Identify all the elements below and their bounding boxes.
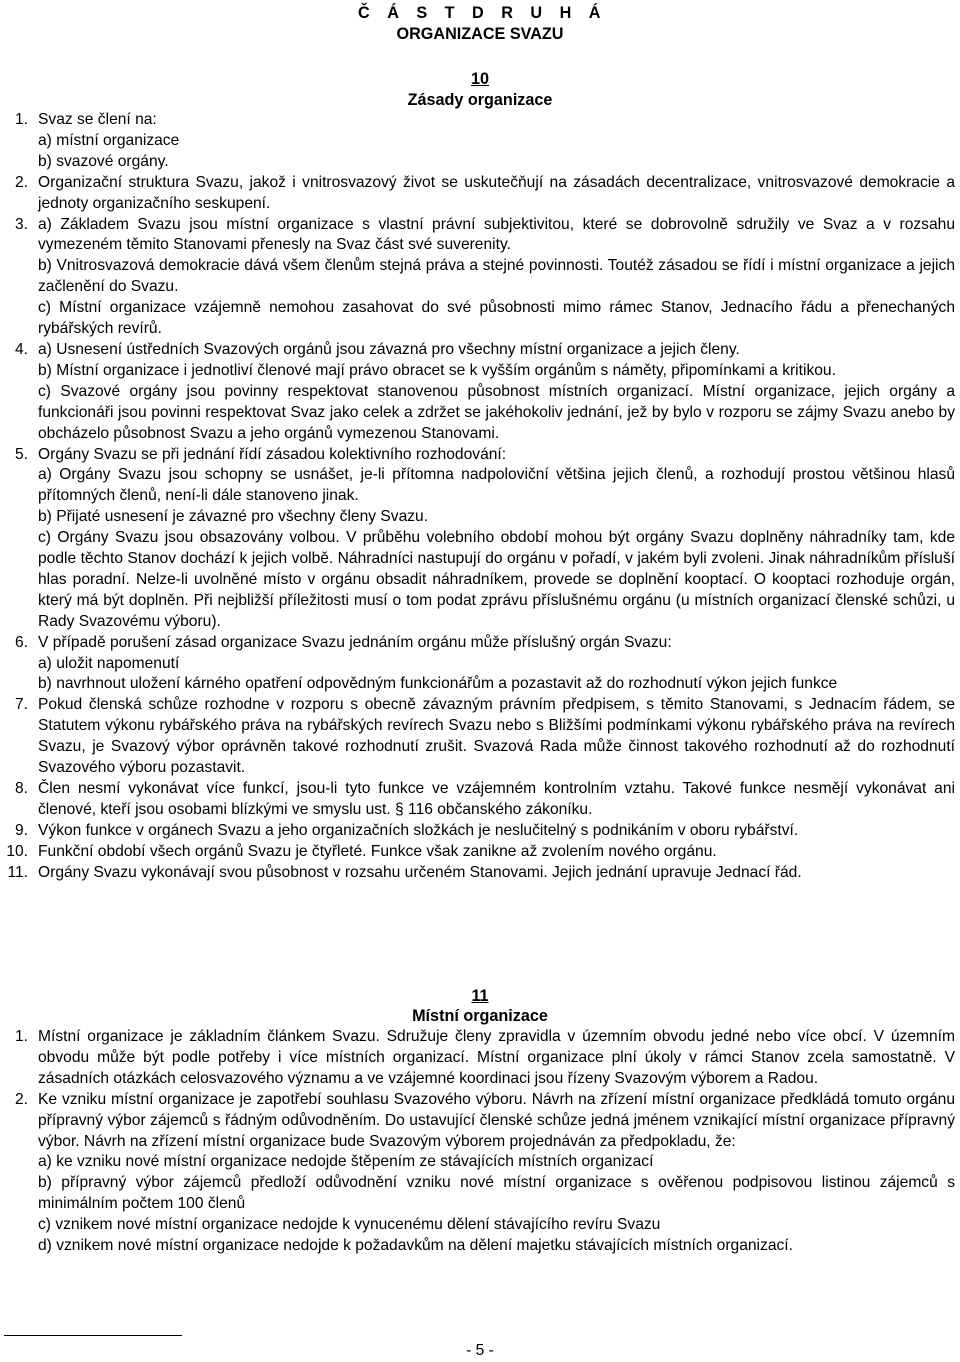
item-paragraph: Svaz se člení na: (38, 111, 157, 128)
item-text (38, 779, 955, 821)
item-number: 8. (14, 780, 28, 797)
item-paragraph: Místní organizace je základním článkem Svazu. Sdružuje členy zpravidla v územním obvodu jedné nebo více obcí. V územním obvodu může být podle potřeby i více místních organizací. Místní organizace plní úkoly v rámci Stanov zcela samostatně. V zásadních otázkách celosvazového významu a ve vzájemné koordinaci jsou řízeny Svazovým výborem a Radou. (38, 1028, 955, 1087)
list-item (0, 695, 955, 779)
item-number: 11. (7, 863, 28, 881)
item-number: 3. (14, 215, 28, 233)
item-paragraph: c) Místní organizace vzájemně nemohou zasahovat do své působnosti mimo rámec Stanov, Jednacího řádu a přenechaných rybářských revírů. (38, 299, 955, 338)
item-text (38, 340, 955, 445)
item-paragraph: Orgány Svazu vykonávají svou působnost v rozsahu určeném Stanovami. Jejich jednání upravuje Jednací řád. (38, 863, 802, 881)
item-paragraph: d) vznikem nové místní organizace nedojde k požadavkům na dělení majetku stávajících místních organizací. (38, 1237, 793, 1255)
item-number: 2. (14, 173, 28, 191)
item-paragraph: Člen nesmí vykonávat více funkcí, jsou-li tyto funkce ve vzájemném kontrolním vztahu. Takové funkce nesmějí vykonávat ani členové, kteří jsou osobami blízkými ve smyslu ust. § 116 občanského zákoníku. (38, 780, 955, 818)
item-paragraph: b) Přijaté usnesení je závazné pro všechny členy Svazu. (38, 508, 429, 526)
item-paragraph: Funkční období všech orgánů Svazu je čtyřleté. Funkce však zanikne až zvolením nového orgánu. (38, 842, 717, 860)
item-paragraph: a) Usnesení ústředních Svazových orgánů jsou závazná pro všechny místní organizace a jejich členy. (38, 340, 740, 358)
item-paragraph: c) Orgány Svazu jsou obsazovány volbou. V průběhu volebního období mohou být orgány Svazu doplněny náhradníky tam, kde podle těchto Stanov dochází k jejich volbě. Náhradníci nastupují do orgánu v pořadí, v jakém byli zvoleni. Jinak náhradníkům přísluší hlas poradní. Nelze-li uvolněné místo v orgánu obsadit náhradníkem, provede se doplnění kooptací. O kooptaci rozhoduje orgán, který má být doplněn. Při nejbližší příležitosti musí o tom podat zprávu příslušnému orgánu (u místních organizací členské schůzi, u Rady Svazovému výboru). (38, 529, 955, 630)
item-text (38, 1090, 955, 1257)
item-paragraph: a) Základem Svazu jsou místní organizace s vlastní právní subjektivitou, které se dobrovolně sdružily ve Svaz a v rozsahu vymezeném těmito Stanovami přenesly na Svaz část své suverenity. (38, 215, 955, 254)
footer-rule (4, 1335, 182, 1336)
item-paragraph: c) vznikem nové místní organizace nedojde k vynucenému dělení stávajícího revíru Svazu (38, 1216, 661, 1234)
list-item (0, 215, 955, 340)
list-item (0, 110, 955, 173)
list-item (0, 779, 955, 821)
item-paragraph: a) místní organizace (38, 131, 180, 149)
item-paragraph: Organizační struktura Svazu, jakož i vnitrosvazový život se uskutečňují na zásadách decentralizace, vnitrosvazové demokracie a jednoty organizačního seskupení. (38, 173, 955, 212)
item-text (38, 633, 955, 696)
part-heading: Č Á S T D R U H Á (358, 4, 602, 22)
item-paragraph: b) svazové orgány. (38, 152, 169, 170)
item-number: 6. (14, 633, 28, 651)
section-10-title: Zásady organizace (407, 91, 553, 109)
item-text (38, 821, 955, 842)
item-text (38, 695, 955, 779)
item-text (38, 445, 955, 633)
item-paragraph: b) Vnitrosvazová demokracie dává všem členům stejná práva a stejné povinnosti. Toutéž zásadou se řídí i místní organizace a jejich začlenění do Svazu. (38, 257, 955, 296)
list-item (0, 842, 955, 863)
list-item (0, 863, 955, 884)
item-paragraph: Výkon funkce v orgánech Svazu a jeho organizačních složkách je neslučitelný s podnikáním v oboru rybářství. (38, 821, 799, 839)
list-item (0, 1090, 955, 1257)
item-paragraph: a) uložit napomenutí (38, 654, 180, 672)
page-number: - 5 - (466, 1342, 494, 1359)
list-item (0, 821, 955, 842)
item-number: 5. (14, 445, 28, 463)
item-number: 9. (14, 821, 28, 839)
section-10-number (0, 69, 960, 89)
item-text (38, 1027, 955, 1090)
item-text (38, 863, 955, 884)
list-item (0, 633, 955, 696)
item-text (38, 173, 955, 215)
section-10-number-text: 10 (470, 70, 489, 88)
item-number: 1. (14, 111, 28, 128)
item-text (38, 842, 955, 863)
item-paragraph: b) přípravný výbor zájemců předloží odůvodnění vzniku nové místní organizace s ověřenou podpisovou listinou zájemců s minimálním počtem 100 členů (38, 1174, 955, 1213)
item-paragraph: V případě porušení zásad organizace Svazu jednáním orgánu může příslušný orgán Svazu: (38, 633, 672, 651)
list-item (0, 173, 955, 215)
item-number: 4. (14, 340, 28, 358)
section-11-number (0, 986, 960, 1006)
item-paragraph: a) ke vzniku nové místní organizace nedojde štěpením ze stávajících místních organizací (38, 1153, 654, 1171)
list-item (0, 340, 955, 445)
section-10-body (0, 110, 955, 884)
item-number: 2. (14, 1090, 28, 1108)
item-paragraph: c) Svazové orgány jsou povinny respektovat stanovenou působnost místních organizací. Místní organizace, jejich orgány a funkcionáři jsou povinni respektovat Svaz jako celek a zdržet se jakéhokoliv jednání, jež by bylo v rozporu se zájmy Svazu anebo by obcházelo působnost Svazu a jeho orgánů vymezenou Stanovami. (38, 382, 955, 442)
item-paragraph: b) Místní organizace i jednotliví členové mají právo obracet se k vyšším orgánům s náměty, připomínkami a kritikou. (38, 361, 836, 379)
item-paragraph: a) Orgány Svazu jsou schopny se usnášet, je-li přítomna nadpoloviční většina jejich členů, a rozhodují prostou většinou hlasů přítomných členů, není-li dále stanoveno jinak. (38, 466, 955, 505)
organization-heading: ORGANIZACE SVAZU (396, 25, 564, 43)
item-number: 10. (6, 842, 28, 860)
item-paragraph: Orgány Svazu se při jednání řídí zásadou kolektivního rozhodování: (38, 445, 507, 463)
item-paragraph: Pokud členská schůze rozhodne v rozporu s obecně závazným právním předpisem, s těmito Stanovami, s Jednacím řádem, se Statutem výkonu rybářského práva na rybářských revírech Svazu nebo s Bližšími podmínkami výkonu rybářského práva na revírech Svazu, je Svazový výbor oprávněn takové rozhodnutí zrušit. Svazová Rada může činnost takového rozhodnutí až do rozhodnutí Svazového výboru pozastavit. (38, 696, 955, 777)
item-number: 7. (14, 696, 28, 714)
item-number: 1. (14, 1028, 28, 1045)
section-11-number-text: 11 (471, 987, 489, 1005)
item-text (38, 110, 955, 173)
item-paragraph: b) navrhnout uložení kárného opatření odpovědným funkcionářům a pozastavit až do rozhodnutí výkon jejich funkce (38, 675, 838, 693)
item-paragraph: Ke vzniku místní organizace je zapotřebí souhlasu Svazového výboru. Návrh na zřízení místní organizace předkládá tomuto orgánu přípravný výbor zájemců s řádným odůvodněním. Do ustavující členské schůze jedná jménem vznikající místní organizace přípravný výbor. Návrh na zřízení místní organizace bude Svazovým výborem projednáván za předpokladu, že: (38, 1090, 955, 1150)
section-11-body (0, 1027, 955, 1257)
section-11-title: Místní organizace (412, 1007, 548, 1025)
list-item (0, 1027, 955, 1090)
list-item (0, 445, 955, 633)
item-text (38, 215, 955, 340)
